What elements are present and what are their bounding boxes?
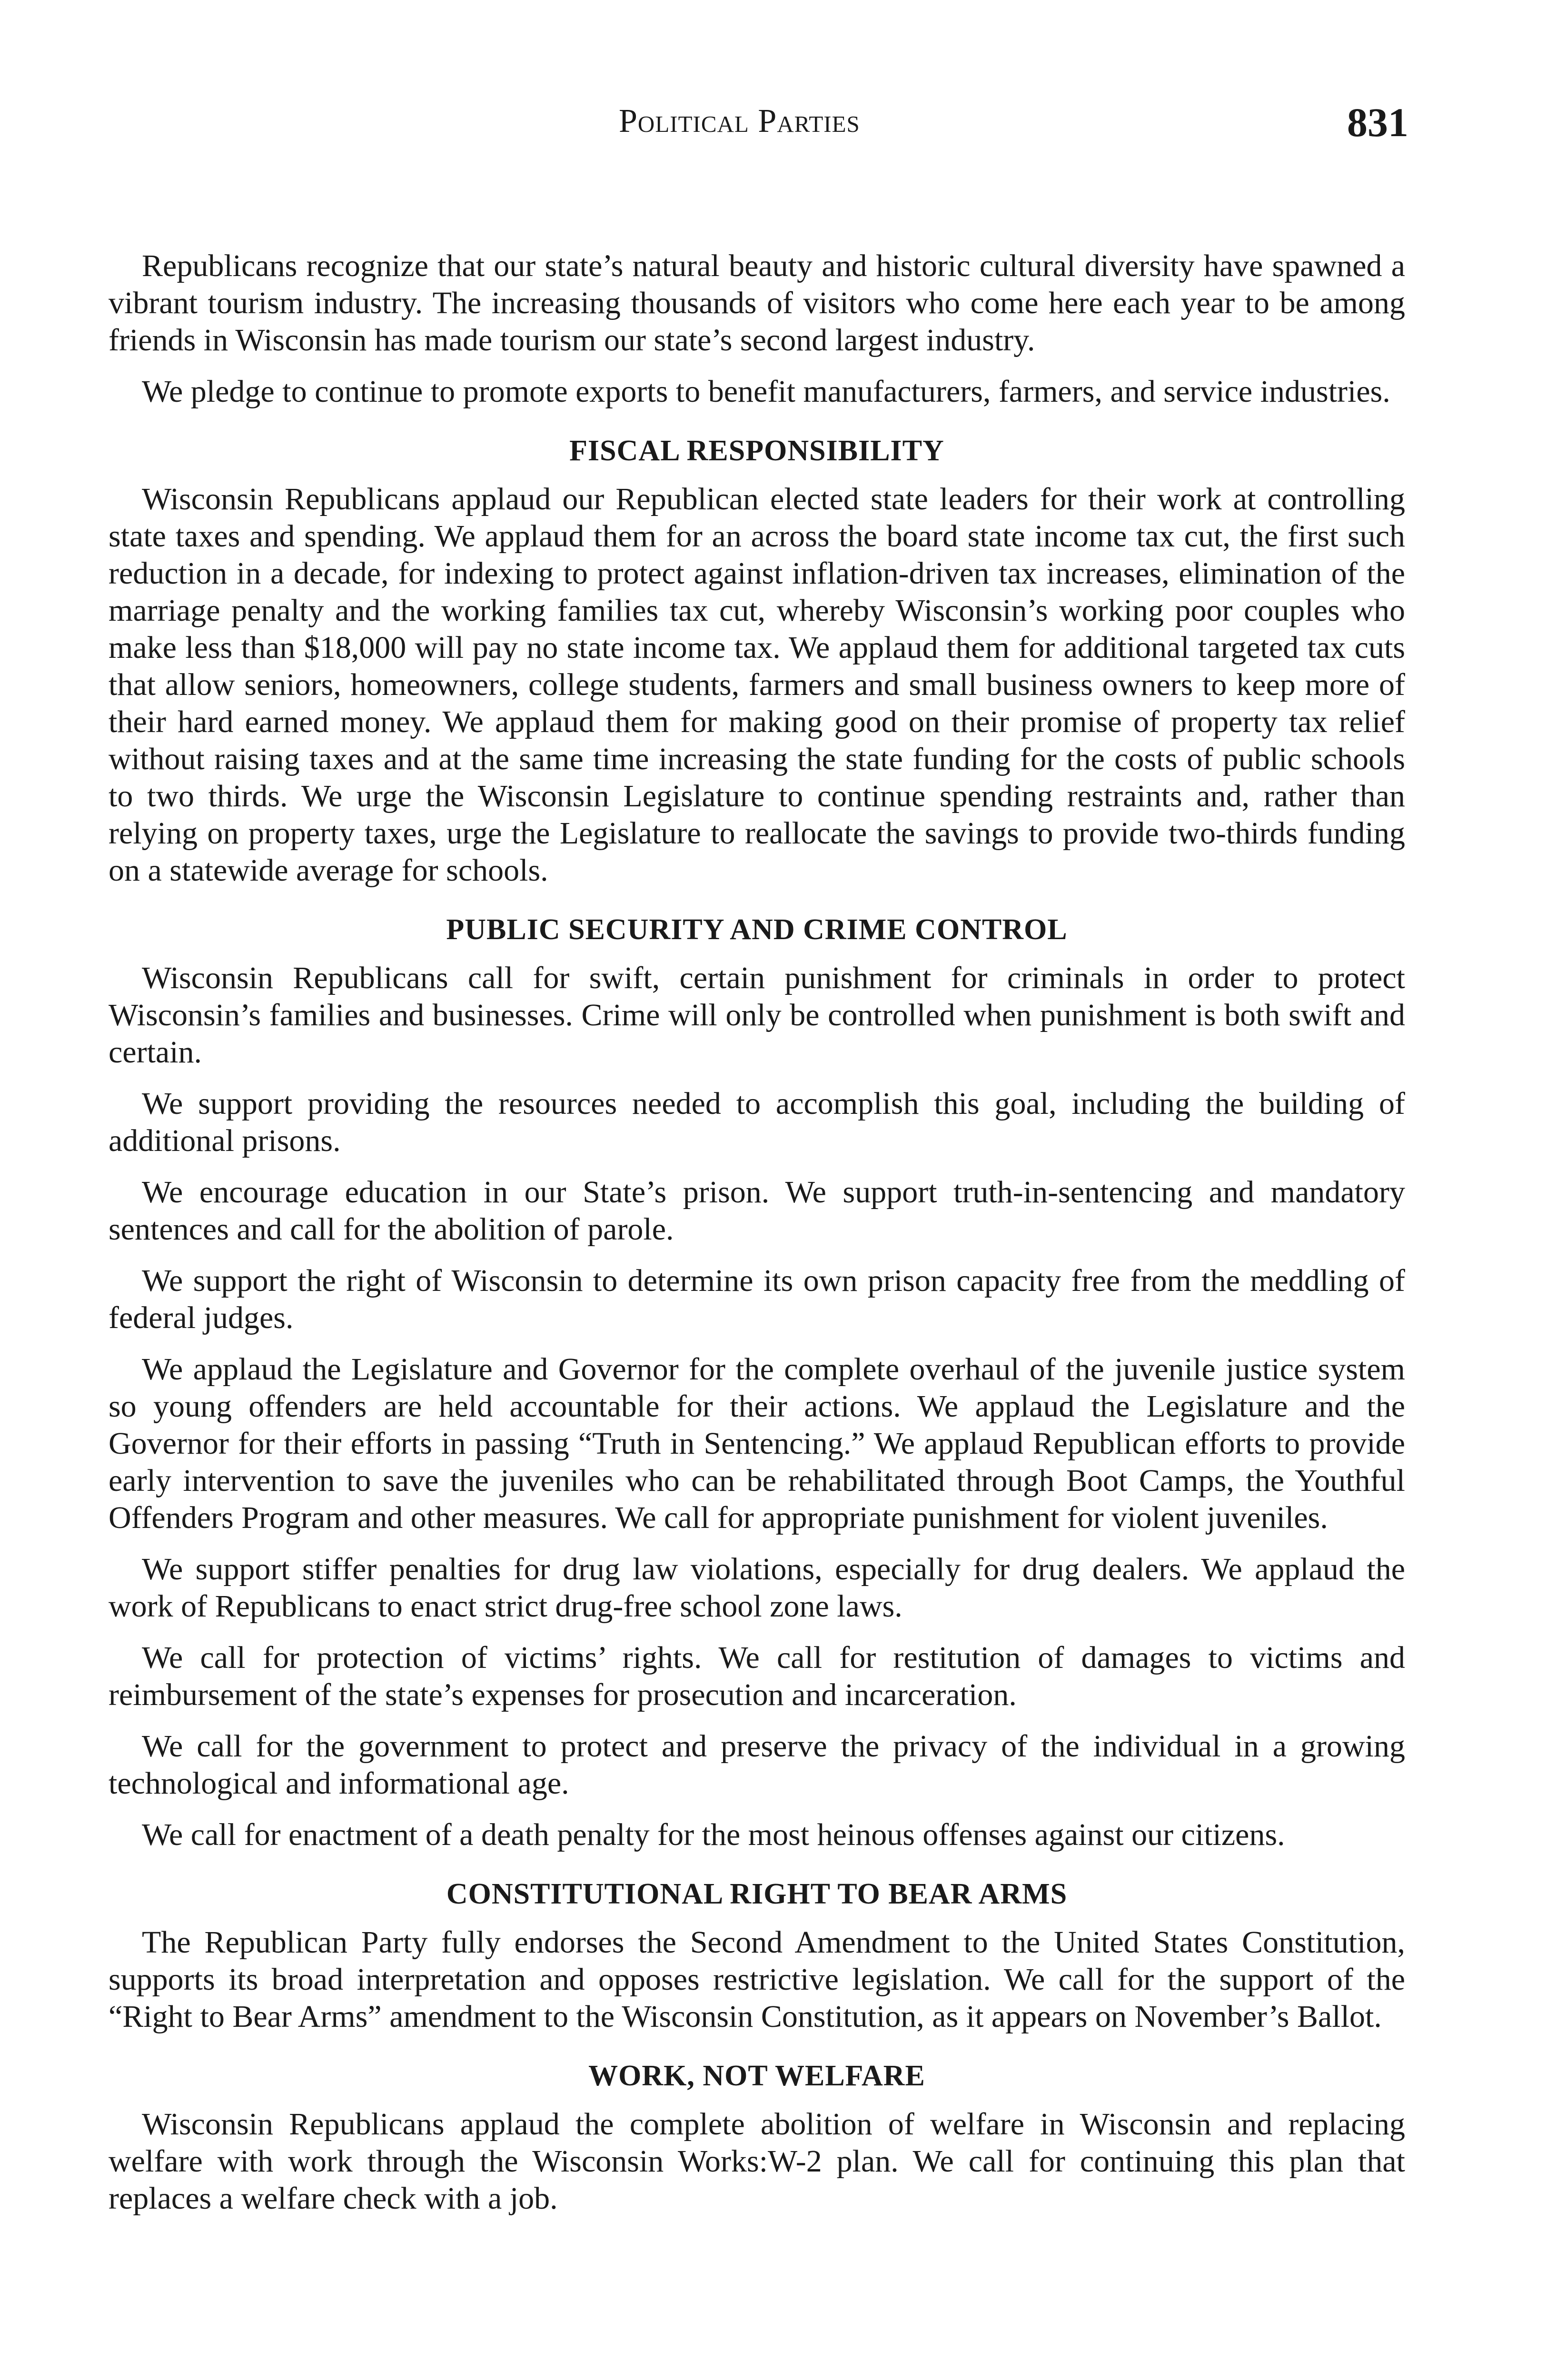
bear-arms-paragraph: The Republican Party fully endorses the Second Amendment to the United States Constitution, supports its broad interpretation and opposes restrictive legislation. We call for the support of the “Right to Bear Arms” amendment to the Wisconsin Constitution, as it appears on November’s Ballot. [109, 1925, 1405, 2034]
running-title: Political Parties [619, 103, 860, 139]
section-heading-work-not-welfare: WORK, NOT WELFARE [588, 2060, 925, 2092]
page-number: 831 [1347, 99, 1408, 145]
security-paragraph: We call for enactment of a death penalty for the most heinous offenses against our citizens. [142, 1817, 1285, 1852]
running-head [0, 99, 1546, 155]
welfare-paragraph: Wisconsin Republicans applaud the complete abolition of welfare in Wisconsin and replacing welfare with work through the Wisconsin Works:W-2 plan. We call for continuing this plan that replaces a welfare check with a job. [109, 2107, 1405, 2216]
section-heading-right-to-bear-arms: CONSTITUTIONAL RIGHT TO BEAR ARMS [446, 1878, 1068, 1910]
security-paragraph: We applaud the Legislature and Governor for the complete overhaul of the juvenile justice system so young offenders are held accountable for their actions. We applaud the Legislature and the Governor for their efforts in passing “Truth in Sentencing.” We applaud Republican efforts to provide early intervention to save the juveniles who can be rehabilitated through Boot Camps, the Youthful Offenders Program and other measures. We call for appropriate punishment for violent juveniles. [109, 1352, 1405, 1535]
security-paragraph: We encourage education in our State’s prison. We support truth-in-sentencing and mandatory sentences and call for the abolition of parole. [109, 1175, 1405, 1247]
security-paragraph: Wisconsin Republicans call for swift, certain punishment for criminals in order to protect Wisconsin’s families and businesses. Crime will only be controlled when punishment is both swift and certain. [109, 961, 1405, 1070]
intro-paragraph: Republicans recognize that our state’s natural beauty and historic cultural diversity have spawned a vibrant tourism industry. The increasing thousands of visitors who come here each year to be among friends in Wisconsin has made tourism our state’s second largest industry. [109, 248, 1405, 357]
security-paragraph: We support stiffer penalties for drug law violations, especially for drug dealers. We applaud the work of Republicans to enact strict drug-free school zone laws. [109, 1552, 1405, 1624]
security-paragraph: We call for the government to protect and preserve the privacy of the individual in a growing technological and informational age. [109, 1729, 1405, 1801]
section-heading-public-security: PUBLIC SECURITY AND CRIME CONTROL [446, 913, 1068, 946]
security-paragraph: We call for protection of victims’ rights. We call for restitution of damages to victims and reimbursement of the state’s expenses for prosecution and incarceration. [109, 1640, 1405, 1712]
fiscal-paragraph: Wisconsin Republicans applaud our Republican elected state leaders for their work at controlling state taxes and spending. We applaud them for an across the board state income tax cut, the first such reduction in a decade, for indexing to protect against inflation-driven tax increases, elimination of the marriage penalty and the working families tax cut, whereby Wisconsin’s working poor couples who make less than $18,000 will pay no state income tax. We applaud them for additional targeted tax cuts that allow seniors, homeowners, college students, farmers and small business owners to keep more of their hard earned money. We applaud them for making good on their promise of property tax relief without raising taxes and at the same time increasing the state funding for the costs of public schools to two thirds. We urge the Wisconsin Legislature to continue spending restraints and, rather than relying on property taxes, urge the Legislature to reallocate the savings to provide two-thirds funding on a statewide average for schools. [109, 482, 1405, 888]
security-paragraph: We support the right of Wisconsin to determine its own prison capacity free from the meddling of federal judges. [109, 1263, 1405, 1335]
intro-paragraph: We pledge to continue to promote exports to benefit manufacturers, farmers, and service industries. [142, 374, 1390, 409]
security-paragraph: We support providing the resources needed to accomplish this goal, including the building of additional prisons. [109, 1086, 1405, 1158]
body-text [109, 248, 1405, 2231]
section-heading-fiscal-responsibility: FISCAL RESPONSIBILITY [569, 435, 944, 467]
